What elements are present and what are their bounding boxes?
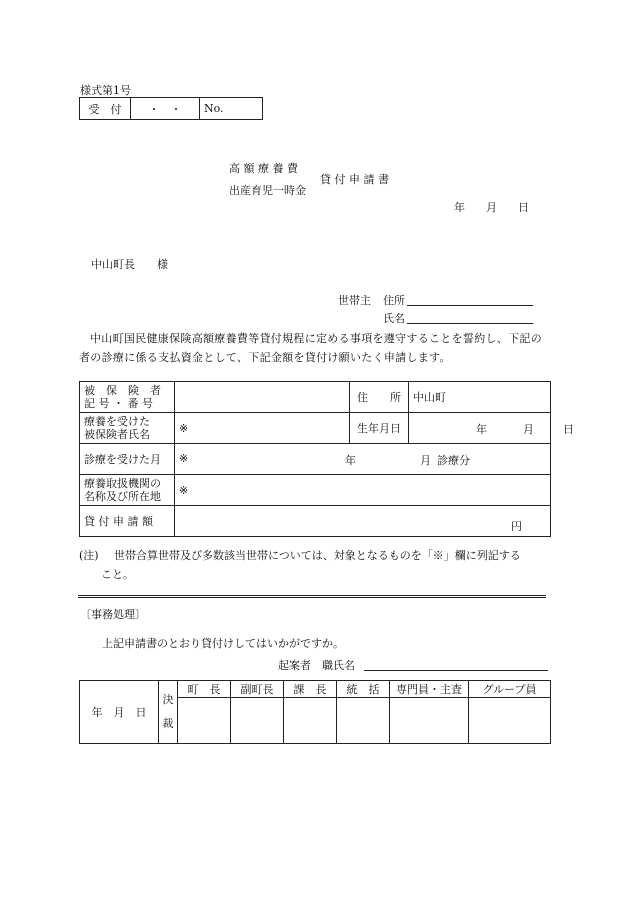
title-line-1: 高 額 療 養 費 <box>229 162 298 175</box>
institution-label-1: 療養取扱機関の <box>84 477 161 490</box>
applicant-head-label: 世帯主 <box>338 294 371 307</box>
note-line-2: こと。 <box>101 568 134 581</box>
birth-year: 年 <box>476 423 487 436</box>
institution-label-2: 名称及び所在地 <box>84 490 161 503</box>
body-text: 中山町国民健康保険高額療養費等貸付規程に定める事項を遵守することを誓約し、下記の者の診療に係る支払資金として、下記金額を貸付け願いたく申請します。 <box>79 332 542 364</box>
note-line-1: 世帯合算世帯及び多数該当世帯については、対象となるものを「※」欄に列記する <box>114 549 521 562</box>
birth-day: 日 <box>563 423 574 436</box>
institution-mark: ※ <box>175 475 551 506</box>
title-line-2: 出産育児一時金 <box>229 184 306 197</box>
treatment-month: 月 <box>420 454 431 467</box>
addressee: 中山町長 様 <box>91 258 168 271</box>
address-value: 中山町 <box>409 382 551 413</box>
applicant-name-line <box>407 323 533 324</box>
role-general-manager: 統 括 <box>337 681 390 698</box>
decision-cell <box>159 681 178 744</box>
insured-label-1: 被 保 険 者 <box>84 384 161 397</box>
birth-month: 月 <box>523 423 534 436</box>
applicant-address-label: 住所 <box>383 294 405 307</box>
treatment-suffix: 診療分 <box>437 454 470 467</box>
role-group-member: グループ員 <box>469 681 551 698</box>
form-number: 様式第1号 <box>80 84 131 97</box>
title-name-line <box>364 670 548 671</box>
date-day: 日 <box>518 201 529 214</box>
date-year: 年 <box>454 201 465 214</box>
institution-label-cell <box>80 475 175 506</box>
seal-general-manager <box>337 698 390 744</box>
patient-label-cell <box>80 413 175 444</box>
amount-label: 貸 付 申 請 額 <box>80 506 175 537</box>
seal-section-chief <box>284 698 337 744</box>
reception-date: ・ ・ <box>131 98 200 120</box>
application-table <box>79 381 574 537</box>
treatment-month-cell <box>175 444 551 475</box>
seal-specialist <box>390 698 469 744</box>
office-header: 〔事務処理〕 <box>80 608 146 621</box>
title-suffix: 貸 付 申 請 書 <box>320 173 389 186</box>
patient-name-mark: ※ <box>175 413 350 444</box>
insured-label-2: 記 号 ・ 番 号 <box>84 397 153 410</box>
drafter-label: 起案者 <box>278 659 311 672</box>
applicant-address-line <box>407 305 533 306</box>
treatment-month-label: 診療を受けた月 <box>80 444 175 475</box>
decision-char-1: 決 <box>162 693 174 706</box>
title-name-label: 職氏名 <box>322 659 355 672</box>
reception-label: 受 付 <box>80 98 131 120</box>
treatment-year: 年 <box>345 454 356 467</box>
role-section-chief: 課 長 <box>284 681 337 698</box>
decision-char-2: 裁 <box>162 717 174 730</box>
birth-date-cell <box>409 413 574 444</box>
treatment-mark: ※ <box>179 452 189 465</box>
patient-label-2: 被保険者氏名 <box>84 428 150 441</box>
seal-vice-mayor <box>231 698 284 744</box>
insured-label-cell <box>80 382 175 413</box>
seal-mayor <box>178 698 231 744</box>
note-prefix: (注) <box>79 549 99 562</box>
role-vice-mayor: 副町長 <box>231 681 284 698</box>
role-mayor: 町 長 <box>178 681 231 698</box>
approval-date-label: 年 月 日 <box>80 681 159 744</box>
birth-label: 生年月日 <box>350 413 409 444</box>
divider-top <box>78 595 546 596</box>
office-question: 上記申請書のとおり貸付けしてはいかがですか。 <box>102 637 344 650</box>
divider-bottom <box>78 597 546 598</box>
reception-no-label: No. <box>200 98 263 120</box>
date-month: 月 <box>486 201 497 214</box>
role-specialist: 専門員・主査 <box>390 681 469 698</box>
seal-group-member <box>469 698 551 744</box>
applicant-name-label: 氏名 <box>383 312 405 325</box>
amount-unit: 円 <box>511 520 522 533</box>
address-label: 住 所 <box>350 382 409 413</box>
patient-label-1: 療養を受けた <box>84 415 150 428</box>
approval-table <box>79 680 551 744</box>
insured-number-cell <box>175 382 350 413</box>
amount-cell <box>175 506 551 537</box>
reception-box <box>79 97 263 120</box>
